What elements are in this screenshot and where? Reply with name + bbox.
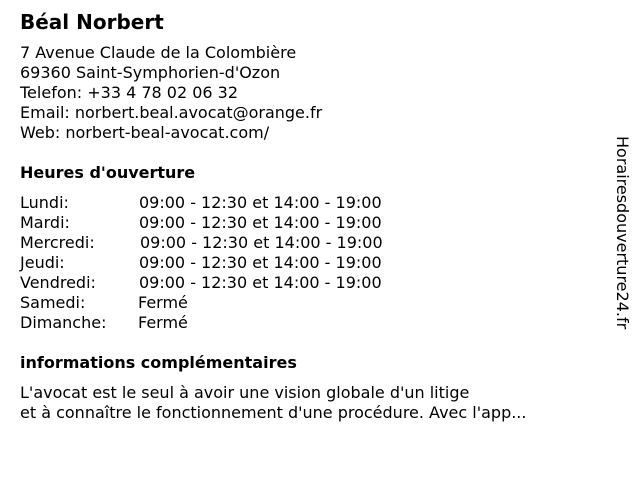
hours-time-value: 09:00 - 12:30 et 14:00 - 19:00 [140,233,383,252]
hours-time-value: Fermé [138,293,188,312]
info-heading: informations complémentaires [20,353,297,372]
phone-text: Telefon: +33 4 78 02 06 32 [20,83,239,102]
info-line: L'avocat est le seul à avoir une vision globale d'un litige [20,383,470,402]
hours-time-value: 09:00 - 12:30 et 14:00 - 19:00 [139,273,382,292]
info-description [20,383,526,423]
hours-day-label: Samedi: [20,293,86,312]
hours-day-label: Dimanche: [20,313,107,332]
hours-day-label: Mardi: [20,213,70,232]
hours-time-value: Fermé [138,313,188,332]
hours-time-value: 09:00 - 12:30 et 14:00 - 19:00 [139,213,382,232]
email-text: Email: norbert.beal.avocat@orange.fr [20,103,323,122]
web-text: Web: norbert-beal-avocat.com/ [20,123,270,142]
contact-block [20,43,322,143]
info-line: et à connaître le fonctionnement d'une procédure. Avec l'app... [20,403,527,422]
hours-day-label: Jeudi: [20,253,65,272]
hours-day-label: Lundi: [20,193,69,212]
hours-time-value: 09:00 - 12:30 et 14:00 - 19:00 [139,253,382,272]
site-watermark: Horairesdouverture24.fr [613,136,632,330]
hours-time-value: 09:00 - 12:30 et 14:00 - 19:00 [139,193,382,212]
hours-day-label: Mercredi: [20,233,95,252]
address-line-street: 7 Avenue Claude de la Colombière [20,43,297,62]
hours-heading: Heures d'ouverture [20,163,196,182]
address-line-city: 69360 Saint-Symphorien-d'Ozon [20,63,281,82]
business-name: Béal Norbert [20,10,164,34]
hours-day-label: Vendredi: [20,273,96,292]
